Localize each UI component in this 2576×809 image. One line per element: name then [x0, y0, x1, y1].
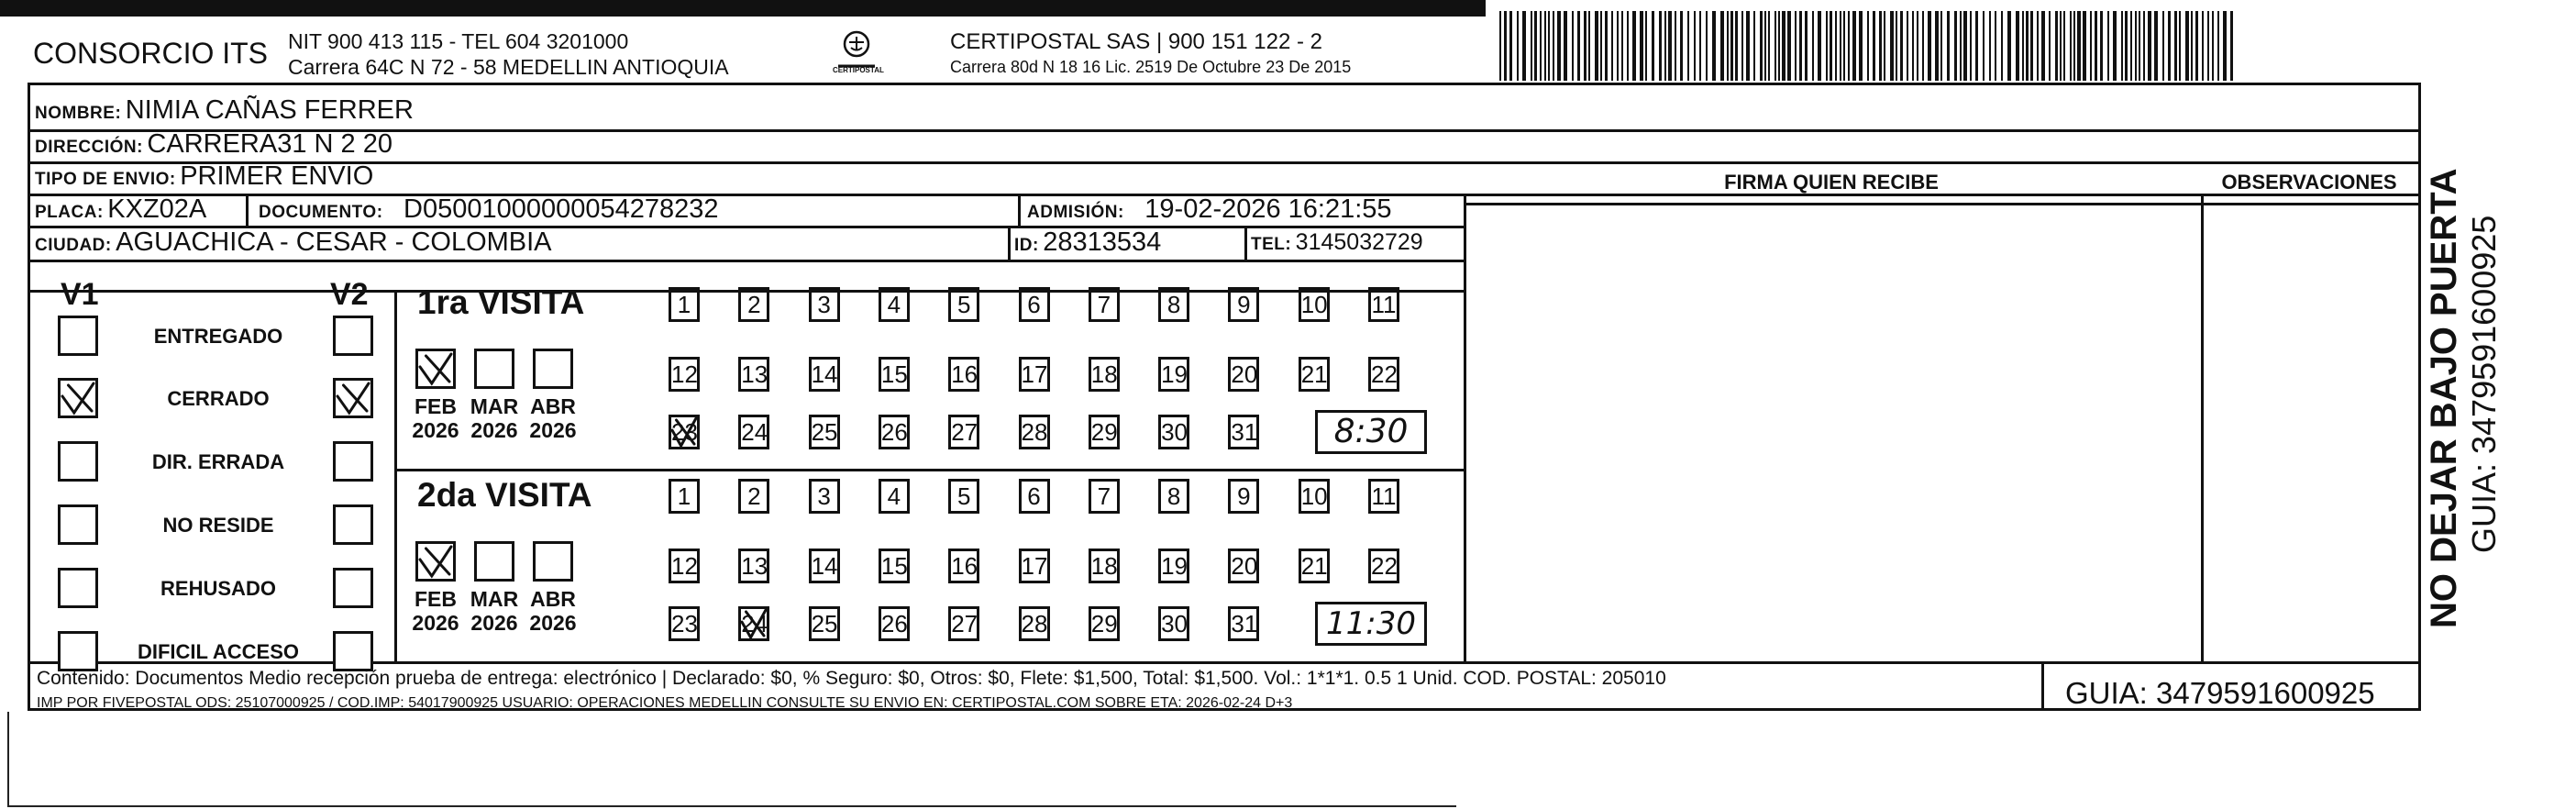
visit-2-day-box[interactable]: 16: [948, 549, 979, 583]
barcode-bar: [1975, 11, 1978, 81]
barcode-bar: [1627, 11, 1629, 81]
tel-label: TEL:: [1251, 235, 1292, 254]
company-name: CONSORCIO ITS: [33, 37, 269, 70]
visit-2-month-box-abr[interactable]: [533, 541, 573, 582]
visit-1-day-box[interactable]: 26: [879, 415, 910, 449]
v1-checkbox-4[interactable]: [58, 568, 98, 608]
barcode-bar: [2077, 11, 2081, 81]
barcode-bar: [1983, 11, 1985, 81]
barcode-bar: [1753, 11, 1755, 81]
barcode-bar: [1782, 11, 1786, 81]
tipo-envio-value: PRIMER ENVIO: [180, 161, 374, 191]
barcode-bar: [2223, 11, 2227, 81]
barcode-bar: [1774, 11, 1776, 81]
visit-1-month-box-mar[interactable]: [474, 349, 514, 389]
visit-2-day-box[interactable]: 5: [948, 479, 979, 514]
barcode-bar: [1659, 11, 1662, 81]
company-nit: NIT 900 413 115 - TEL 604 3201000: [288, 29, 629, 53]
v1-checkbox-5[interactable]: [58, 631, 98, 671]
visit-1-day-box[interactable]: 2: [738, 287, 769, 322]
barcode-bar: [1588, 11, 1590, 81]
barcode-bar: [1522, 11, 1526, 81]
barcode-bar: [1572, 11, 1574, 81]
documento-field: [259, 196, 719, 223]
visit-1-day-box[interactable]: 15: [879, 357, 910, 392]
visit-1-title: 1ra VISITA: [417, 283, 585, 321]
nombre-field: [35, 97, 414, 124]
barcode-bar: [1873, 11, 1875, 81]
barcode-bar: [1553, 11, 1554, 81]
visit-2-day-box[interactable]: 1: [669, 479, 700, 514]
barcode-bar: [1805, 11, 1808, 81]
visit-2-day-box[interactable]: 31: [1228, 606, 1259, 641]
barcode-bar: [1557, 11, 1561, 81]
barcode-bar: [2174, 11, 2177, 81]
visit-2-day-box[interactable]: 28: [1019, 606, 1050, 641]
barcode-bar: [2121, 11, 2123, 81]
barcode-bar: [1668, 11, 1672, 81]
visit-2-day-box[interactable]: 18: [1089, 549, 1120, 583]
v1-checkbox-0[interactable]: [58, 316, 98, 356]
id-field: [1014, 229, 1161, 256]
barcode-bar: [1900, 11, 1903, 81]
visit-1-day-box[interactable]: 20: [1228, 357, 1259, 392]
barcode-bar: [1907, 11, 1908, 81]
barcode-bar: [1799, 11, 1802, 81]
ciudad-field: [35, 229, 552, 256]
admision-field: [1027, 196, 1392, 223]
barcode-bar: [1830, 11, 1832, 81]
visit-2-day-box[interactable]: 12: [669, 549, 700, 583]
v1-checkbox-1[interactable]: [58, 378, 98, 418]
tracking-barcode: [1499, 11, 2233, 81]
barcode-bar: [1746, 11, 1750, 81]
footer-line-1: Contenido: Documentos Medio recepción prueba de entrega: electrónico | Declarado: $0, % Seguro: $0, Otros: $0, Flete: $1,500, Total: $1,500. Vol.: 1*1*1. 0.5 1 Unid. COD. POSTAL: 205010: [37, 668, 1666, 689]
barcode-bar: [1928, 11, 1931, 81]
left-edge-rule: [7, 712, 9, 805]
company-address: Carrera 64C N 72 - 58 MEDELLIN ANTIOQUIA: [288, 55, 729, 79]
barcode-bar: [1963, 11, 1967, 81]
barcode-bar: [2230, 11, 2233, 81]
admision-label: ADMISIÓN:: [1027, 203, 1124, 222]
visit-2-month-box-feb[interactable]: [415, 541, 456, 582]
barcode-bar: [1843, 11, 1845, 81]
barcode-bar: [1564, 11, 1567, 81]
v1-checkbox-2[interactable]: [58, 441, 98, 482]
visit-1-day-box[interactable]: 12: [669, 357, 700, 392]
visit-1-day-box[interactable]: 17: [1019, 357, 1050, 392]
barcode-bar: [1632, 11, 1636, 81]
footer-line-2: IMP POR FIVEPOSTAL ODS: 25107000925 / COD.IMP: 54017900925 USUARIO: OPERACIONES MEDELLIN CONSULTE SU ENVIO EN: CERTIPOSTAL.COM SOBRE ETA: 2026-02-24 D+3: [37, 695, 1293, 711]
barcode-bar: [1826, 11, 1828, 81]
barcode-bar: [2060, 11, 2062, 81]
barcode-bar: [2007, 11, 2011, 81]
barcode-bar: [1879, 11, 1882, 81]
side-guia: GUIA: 3479591600925: [2465, 215, 2503, 553]
barcode-bar: [2083, 11, 2086, 81]
visit-2-day-box[interactable]: 7: [1089, 479, 1120, 514]
barcode-bar: [2055, 11, 2058, 81]
barcode-bar: [1652, 11, 1654, 81]
barcode-bar: [1499, 11, 1501, 81]
barcode-bar: [2148, 11, 2151, 81]
visit-1-day-box[interactable]: 30: [1158, 415, 1189, 449]
barcode-bar: [2095, 11, 2097, 81]
barcode-bar: [2130, 11, 2132, 81]
visit-2-day-box[interactable]: 4: [879, 479, 910, 514]
barcode-bar: [1912, 11, 1914, 81]
direccion-field: [35, 131, 392, 158]
month-label: MAR 2026: [470, 587, 519, 636]
barcode-bar: [1706, 11, 1708, 81]
carrier-address: Carrera 80d N 18 16 Lic. 2519 De Octubre 23 De 2015: [950, 58, 1352, 76]
barcode-bar: [1534, 11, 1537, 81]
barcode-bar: [2207, 11, 2209, 81]
barcode-bar: [1727, 11, 1729, 81]
direccion-label: DIRECCIÓN:: [35, 138, 143, 157]
barcode-bar: [1835, 11, 1837, 81]
barcode-bar: [1544, 11, 1546, 81]
visit-1-day-box[interactable]: 24: [738, 415, 769, 449]
footer-guia: GUIA: 3479591600925: [2065, 676, 2375, 710]
visit-2-day-box[interactable]: 21: [1299, 549, 1330, 583]
barcode-bar: [1664, 11, 1666, 81]
visit-2-day-box[interactable]: 17: [1019, 549, 1050, 583]
id-value: 28313534: [1043, 227, 1162, 257]
visit-2-day-box[interactable]: 2: [738, 479, 769, 514]
barcode-bar: [2125, 11, 2128, 81]
nombre-label: NOMBRE:: [35, 104, 122, 123]
visit-1-day-box[interactable]: 7: [1089, 287, 1120, 322]
barcode-bar: [2168, 11, 2171, 81]
tipo-envio-field: [35, 163, 373, 190]
barcode-bar: [1917, 11, 1918, 81]
barcode-bar: [1859, 11, 1863, 81]
status-label: REHUSADO: [160, 577, 276, 600]
barcode-bar: [2154, 11, 2158, 81]
visit-1-day-box[interactable]: 19: [1158, 357, 1189, 392]
barcode-bar: [1540, 11, 1542, 81]
barcode-bar: [1935, 11, 1939, 81]
barcode-bar: [1640, 11, 1643, 81]
month-label: FEB 2026: [412, 394, 459, 443]
visit-2-day-box[interactable]: 20: [1228, 549, 1259, 583]
month-label: MAR 2026: [470, 394, 519, 443]
v2-checkbox-5[interactable]: [333, 631, 373, 671]
barcode-bar: [1621, 11, 1623, 81]
barcode-bar: [2162, 11, 2164, 81]
barcode-bar: [2143, 11, 2145, 81]
visit-2-day-box[interactable]: 11: [1368, 479, 1399, 514]
month-label: ABR 2026: [529, 394, 577, 443]
month-label: FEB 2026: [412, 587, 459, 636]
barcode-bar: [1787, 11, 1791, 81]
tel-value: 3145032729: [1295, 229, 1423, 255]
barcode-bar: [1712, 11, 1716, 81]
barcode-bar: [1960, 11, 1962, 81]
visit-2-day-box[interactable]: 14: [809, 549, 840, 583]
visit-1-day-box[interactable]: 13: [738, 357, 769, 392]
visit-2-day-box[interactable]: 25: [809, 606, 840, 641]
bottom-rule: [7, 805, 1456, 807]
barcode-bar: [1954, 11, 1957, 81]
visit-2-day-box[interactable]: 8: [1158, 479, 1189, 514]
barcode-bar: [2073, 11, 2075, 81]
barcode-bar: [1699, 11, 1701, 81]
visit-1-day-box[interactable]: 18: [1089, 357, 1120, 392]
admision-value: 19-02-2026 16:21:55: [1144, 194, 1392, 224]
barcode-bar: [1675, 11, 1676, 81]
ciudad-label: CIUDAD:: [35, 236, 112, 255]
barcode-bar: [2217, 11, 2219, 81]
barcode-bar: [1812, 11, 1814, 81]
visit-1-day-box[interactable]: 4: [879, 287, 910, 322]
barcode-bar: [1611, 11, 1613, 81]
barcode-bar: [2037, 11, 2039, 81]
visit-2-month-box-mar[interactable]: [474, 541, 514, 582]
barcode-bar: [1818, 11, 1821, 81]
visit-1-day-box[interactable]: 10: [1299, 287, 1330, 322]
barcode-bar: [1720, 11, 1724, 81]
id-label: ID:: [1014, 236, 1039, 255]
certipostal-logo-text: CERTIPOSTAL: [833, 66, 884, 74]
barcode-bar: [2030, 11, 2033, 81]
visit-1-day-box[interactable]: 3: [809, 287, 840, 322]
barcode-bar: [2191, 11, 2193, 81]
barcode-bar: [1741, 11, 1743, 81]
barcode-bar: [1848, 11, 1850, 81]
visit-1-day-box[interactable]: 1: [669, 287, 700, 322]
visit-2-day-box[interactable]: 3: [809, 479, 840, 514]
barcode-bar: [2139, 11, 2140, 81]
documento-value: D05001000000054278232: [404, 194, 719, 224]
top-edge-band: [0, 0, 1486, 17]
barcode-bar: [1531, 11, 1532, 81]
barcode-bar: [1605, 11, 1608, 81]
barcode-bar: [1922, 11, 1924, 81]
barcode-bar: [1947, 11, 1950, 81]
visit-2-day-box[interactable]: 13: [738, 549, 769, 583]
v2-checkbox-2[interactable]: [333, 441, 373, 482]
tel-field: [1251, 231, 1423, 254]
v2-header: V2: [330, 277, 369, 312]
barcode-bar: [1778, 11, 1780, 81]
v2-checkbox-3[interactable]: [333, 504, 373, 545]
v2-checkbox-4[interactable]: [333, 568, 373, 608]
visit-1-day-box[interactable]: 11: [1368, 287, 1399, 322]
barcode-bar: [2022, 11, 2024, 81]
visit-2-day-box[interactable]: 24: [738, 606, 769, 641]
barcode-bar: [1884, 11, 1885, 81]
visit-2-day-box[interactable]: 15: [879, 549, 910, 583]
visit-1-day-box[interactable]: 22: [1368, 357, 1399, 392]
placa-label: PLACA:: [35, 203, 104, 222]
visit-1-day-box[interactable]: 23: [669, 415, 700, 449]
status-label: CERRADO: [167, 387, 270, 410]
barcode-bar: [2135, 11, 2137, 81]
visit-1-month-box-feb[interactable]: [415, 349, 456, 389]
barcode-bar: [2107, 11, 2109, 81]
barcode-bar: [1890, 11, 1894, 81]
barcode-bar: [2041, 11, 2045, 81]
visit-2-day-box[interactable]: 19: [1158, 549, 1189, 583]
barcode-bar: [2063, 11, 2065, 81]
barcode-bar: [1852, 11, 1856, 81]
v2-checkbox-1[interactable]: [333, 378, 373, 418]
visit-1-day-box[interactable]: 14: [809, 357, 840, 392]
barcode-bar: [2049, 11, 2051, 81]
barcode-bar: [1840, 11, 1841, 81]
visit-2-day-box[interactable]: 6: [1019, 479, 1050, 514]
v2-checkbox-0[interactable]: [333, 316, 373, 356]
barcode-bar: [2090, 11, 2092, 81]
status-label: DIR. ERRADA: [151, 450, 285, 473]
direccion-value: CARRERA31 N 2 20: [147, 129, 392, 159]
status-label: NO RESIDE: [162, 514, 274, 537]
barcode-bar: [2016, 11, 2019, 81]
carrier-name: CERTIPOSTAL SAS | 900 151 122 - 2: [950, 29, 1322, 54]
visit-2-day-box[interactable]: 27: [948, 606, 979, 641]
visit-1-day-box[interactable]: 29: [1089, 415, 1120, 449]
documento-label: DOCUMENTO:: [259, 203, 383, 222]
visit-1-day-box[interactable]: 5: [948, 287, 979, 322]
barcode-bar: [2026, 11, 2029, 81]
visit-1-month-box-abr[interactable]: [533, 349, 573, 389]
barcode-bar: [1735, 11, 1738, 81]
visit-1-day-box[interactable]: 9: [1228, 287, 1259, 322]
visit-1-day-box[interactable]: 28: [1019, 415, 1050, 449]
visit-1-day-box[interactable]: 6: [1019, 287, 1050, 322]
v1-header: V1: [61, 277, 99, 312]
ciudad-value: AGUACHICA - CESAR - COLOMBIA: [116, 227, 552, 257]
barcode-bar: [1760, 11, 1763, 81]
visit-1-day-box[interactable]: 27: [948, 415, 979, 449]
barcode-bar: [2185, 11, 2189, 81]
visit-1-time: 8:30: [1315, 410, 1427, 454]
barcode-bar: [1989, 11, 1991, 81]
barcode-bar: [2202, 11, 2204, 81]
barcode-bar: [1509, 11, 1512, 81]
visit-2-time: 11:30: [1315, 602, 1427, 646]
barcode-bar: [1940, 11, 1942, 81]
visit-1-day-box[interactable]: 16: [948, 357, 979, 392]
tipo-envio-label: TIPO DE ENVIO:: [35, 170, 176, 189]
barcode-bar: [2179, 11, 2181, 81]
visit-2-title: 2da VISITA: [417, 476, 592, 514]
visit-2-day-box[interactable]: 9: [1228, 479, 1259, 514]
firma-header: FIRMA QUIEN RECIBE: [1724, 171, 1939, 194]
barcode-bar: [2212, 11, 2214, 81]
barcode-bar: [1517, 11, 1519, 81]
visit-1-day-box[interactable]: 8: [1158, 287, 1189, 322]
barcode-bar: [2070, 11, 2072, 81]
placa-field: [35, 196, 206, 223]
visit-1-day-box[interactable]: 31: [1228, 415, 1259, 449]
visit-1-day-box[interactable]: 21: [1299, 357, 1330, 392]
visit-2-day-box[interactable]: 26: [879, 606, 910, 641]
visit-1-day-box[interactable]: 25: [809, 415, 840, 449]
barcode-bar: [1764, 11, 1766, 81]
observaciones-header: OBSERVACIONES: [2221, 171, 2397, 194]
barcode-bar: [1970, 11, 1972, 81]
barcode-bar: [2100, 11, 2103, 81]
visit-2-day-box[interactable]: 30: [1158, 606, 1189, 641]
barcode-bar: [1867, 11, 1869, 81]
barcode-bar: [1687, 11, 1689, 81]
barcode-bar: [1548, 11, 1550, 81]
visit-2-day-box[interactable]: 22: [1368, 549, 1399, 583]
month-label: ABR 2026: [529, 587, 577, 636]
barcode-bar: [1730, 11, 1733, 81]
barcode-bar: [1577, 11, 1580, 81]
visit-2-day-box[interactable]: 29: [1089, 606, 1120, 641]
barcode-bar: [2113, 11, 2117, 81]
barcode-bar: [1995, 11, 1996, 81]
barcode-bar: [1896, 11, 1897, 81]
barcode-bar: [1584, 11, 1587, 81]
barcode-bar: [2195, 11, 2198, 81]
status-label: DIFICIL ACCESO: [137, 640, 299, 663]
barcode-bar: [1600, 11, 1602, 81]
nombre-value: NIMIA CAÑAS FERRER: [125, 95, 414, 125]
barcode-bar: [1768, 11, 1770, 81]
barcode-bar: [1504, 11, 1507, 81]
v1-checkbox-3[interactable]: [58, 504, 98, 545]
barcode-bar: [1680, 11, 1683, 81]
side-warning: NO DEJAR BAJO PUERTA: [2424, 168, 2464, 628]
barcode-bar: [1645, 11, 1647, 81]
visit-2-day-box[interactable]: 10: [1299, 479, 1330, 514]
barcode-bar: [1617, 11, 1619, 81]
barcode-bar: [1795, 11, 1797, 81]
visit-2-day-box[interactable]: 23: [669, 606, 700, 641]
barcode-bar: [1595, 11, 1598, 81]
status-label: ENTREGADO: [153, 325, 283, 348]
barcode-bar: [2001, 11, 2003, 81]
barcode-bar: [1694, 11, 1696, 81]
placa-value: KXZ02A: [107, 194, 207, 224]
